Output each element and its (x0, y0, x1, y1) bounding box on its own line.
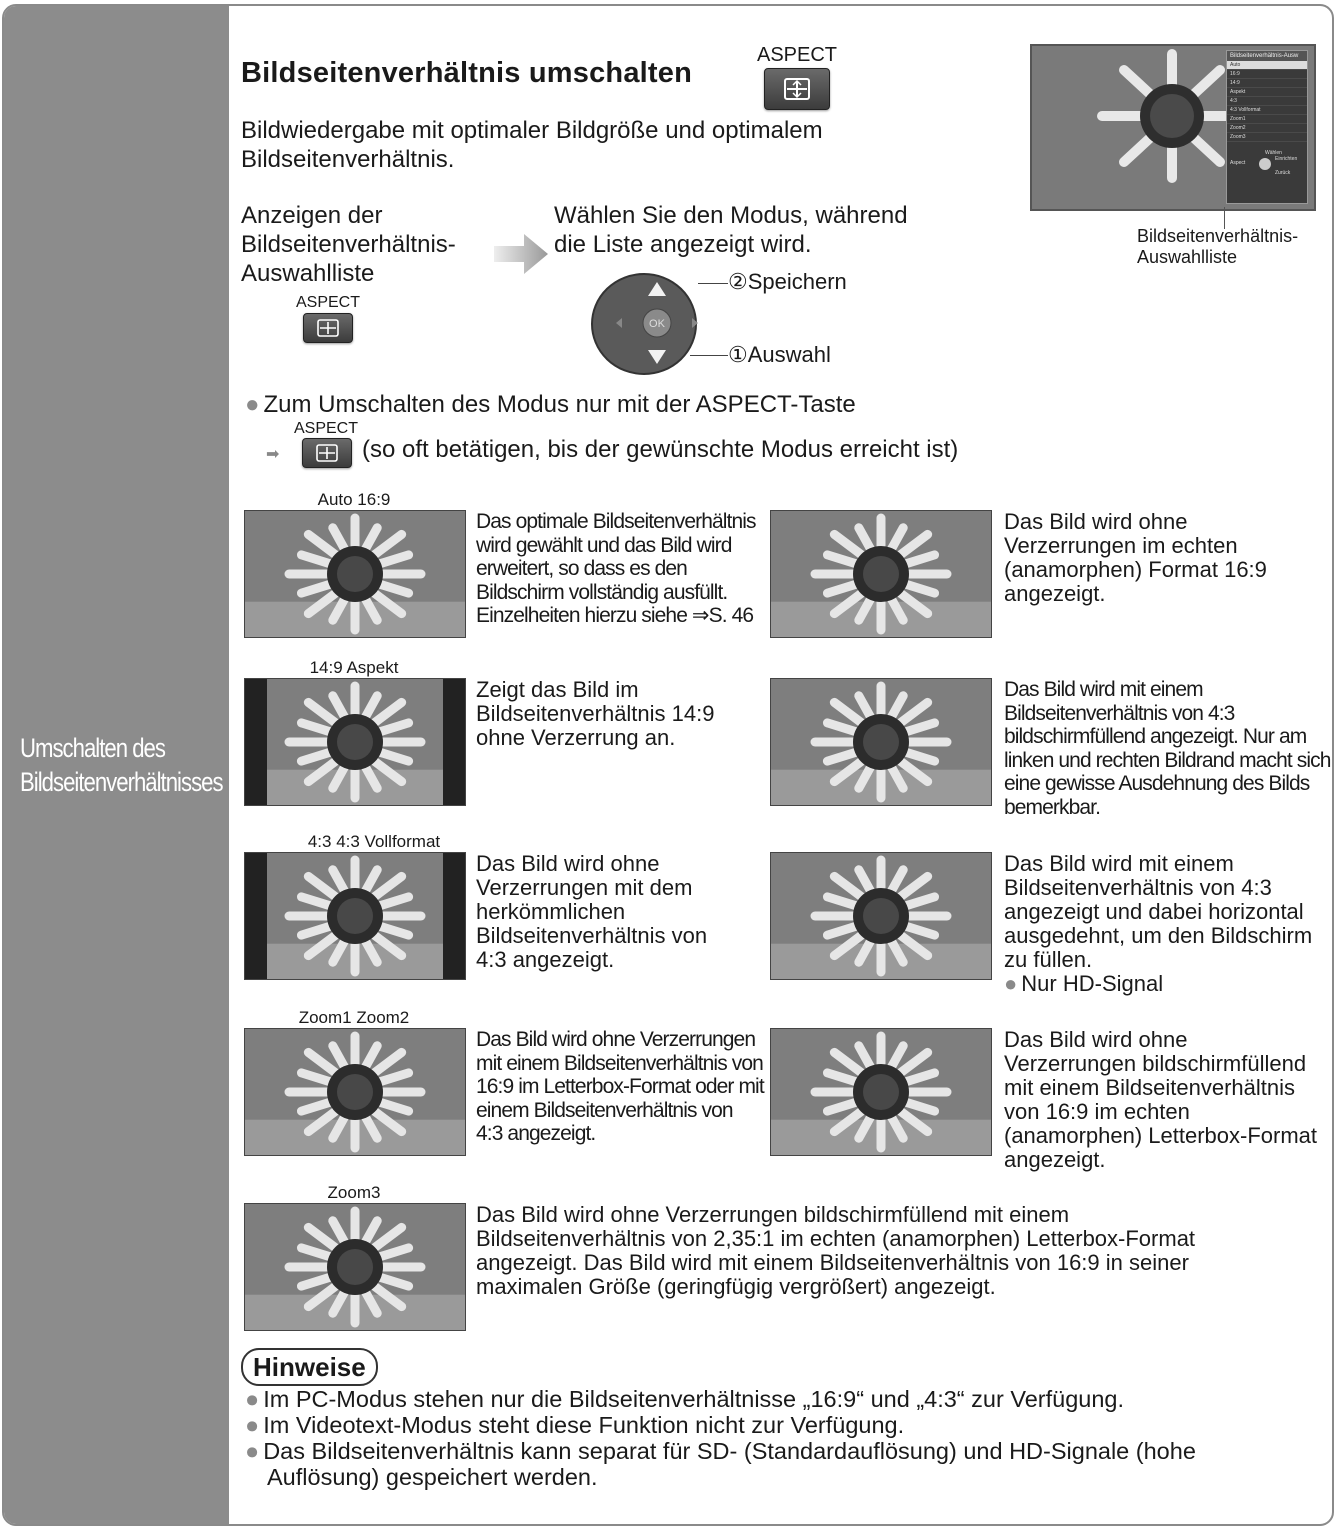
description-line: Einzelheiten hierzu siehe ⇒S. 46 (476, 604, 754, 627)
description-line: bemerkbar. (1004, 795, 1101, 819)
mode-label: Zoom3 (327, 1183, 381, 1202)
step2-line: Wählen Sie den Modus, während (554, 202, 908, 229)
mode-preview-image (244, 678, 466, 806)
menu-footer-left: Aspect (1230, 160, 1246, 166)
menu-item: 4:3 (1227, 97, 1307, 106)
mode-description (476, 510, 756, 628)
description-line: angezeigt. (1004, 581, 1106, 606)
menu-item: Auto (1227, 61, 1307, 70)
step1-line: Bildseitenverhältnis- (241, 231, 456, 258)
hd-signal-note: ● Nur HD-Signal (1004, 972, 1312, 996)
shortcut-aspect-button-icon (302, 438, 352, 468)
mode-preview-image (244, 1028, 466, 1156)
description-line: angezeigt. Das Bild wird mit einem Bildseitenverhältnis von 16:9 in seiner (476, 1250, 1189, 1275)
store-label: ②Speichern (728, 269, 847, 294)
tv-caption-line: Auswahlliste (1137, 247, 1238, 267)
menu-item: Aspekt (1227, 88, 1307, 97)
aspect-key-text: ● Zum Umschalten des Modus nur mit der ASPECT-Taste (245, 390, 856, 419)
menu-footer (1227, 142, 1307, 182)
step2-text (554, 201, 908, 259)
description-line: Bildseitenverhältnis 14:9 (476, 701, 715, 726)
shortcut-aspect-label: ASPECT (293, 420, 358, 437)
description-line: mit einem Bildseitenverhältnis von (476, 1051, 763, 1075)
notes-list (245, 1386, 1196, 1490)
description-line: (anamorphen) Letterbox-Format (1004, 1123, 1318, 1148)
mode-preview-image (770, 1028, 992, 1156)
mode-preview-image (244, 510, 466, 638)
arrow-right-icon (494, 232, 550, 281)
description-line: Verzerrungen mit dem (476, 875, 693, 900)
description-line: angezeigt und dabei horizontal (1004, 899, 1304, 924)
note-item: ● Im PC-Modus stehen nur die Bildseitenverhältnisse „16:9“ und „4:3“ zur Verfügung. (245, 1386, 1196, 1412)
description-line: Bildseitenverhältnis von (476, 923, 708, 948)
select-label: ①Auswahl (728, 342, 831, 367)
menu-item: 4:3 Vollformat (1227, 106, 1307, 115)
note-item: ● Das Bildseitenverhältnis kann separat für SD- (Standardauflösung) und HD-Signale (hohe (245, 1438, 1196, 1464)
description-line: Das Bild wird ohne (1004, 509, 1188, 534)
intro-line: Bildwiedergabe mit optimaler Bildgröße und optimalem (241, 117, 823, 144)
description-line: Bildseitenverhältnis von 4:3 (1004, 875, 1272, 900)
mode-description (1004, 678, 1331, 819)
remote-dpad-icon (578, 272, 710, 376)
description-line: eine gewisse Ausdehnung des Bilds (1004, 772, 1310, 795)
note-item: ● Im Videotext-Modus steht diese Funktion nicht zur Verfügung. (245, 1412, 1196, 1438)
mode-label: 4:3 4:3 Vollformat (307, 832, 441, 851)
description-line: Verzerrungen im echten (1004, 533, 1238, 558)
note-item-cont: Auflösung) gespeichert werden. (267, 1464, 598, 1490)
menu-item: Zoom2 (1227, 124, 1307, 133)
menu-item: 14:9 (1227, 79, 1307, 88)
description-line: Bildseitenverhältnis von 4:3 (1004, 701, 1235, 725)
mode-description (476, 1203, 1195, 1299)
mode-description (476, 1028, 764, 1146)
ok-label: OK (649, 318, 665, 330)
description-line: 4:3 angezeigt. (476, 947, 615, 972)
description-line: Das Bild wird ohne Verzerrungen (476, 1028, 756, 1051)
leader-line (698, 283, 728, 284)
aspect-menu (1226, 50, 1308, 204)
description-line: ausgedehnt, um den Bildschirm (1004, 923, 1313, 948)
notes-title: Hinweise (241, 1348, 378, 1386)
aspect-key-hint: (so oft betätigen, bis der gewünschte Modus erreicht ist) (362, 436, 959, 463)
description-line: 4:3 angezeigt. (476, 1122, 596, 1145)
mode-description (1004, 852, 1312, 996)
menu-item: 16:9 (1227, 70, 1307, 79)
description-line: ohne Verzerrung an. (476, 725, 676, 750)
menu-footer-store: Einrichten (1275, 156, 1298, 162)
mode-preview-image (770, 852, 992, 980)
menu-footer-back: Zurück (1275, 170, 1291, 176)
description-line: linken und rechten Bildrand macht sich (1004, 748, 1331, 772)
description-line: Das Bild wird ohne (476, 851, 660, 876)
intro-text (241, 116, 823, 174)
sidebar (4, 6, 229, 1524)
arrow-icon: ➡ (266, 446, 280, 463)
sidebar-title (20, 731, 223, 799)
leader-line (690, 355, 728, 356)
aspect-label: ASPECT (756, 44, 838, 66)
step1-line: Anzeigen der (241, 202, 383, 229)
tv-caption-line: Bildseitenverhältnis- (1137, 226, 1299, 246)
description-line: erweitert, so dass es den (476, 557, 687, 580)
step1-line: Auswahlliste (241, 260, 375, 287)
mode-label: Auto 16:9 (317, 490, 391, 509)
description-line: Das Bild wird ohne Verzerrungen bildschirmfüllend mit einem (476, 1202, 1070, 1227)
menu-heading: Bildseitenverhältnis-Ausw (1227, 51, 1307, 61)
mode-label: 14:9 Aspekt (309, 658, 399, 677)
description-line: maximalen Größe (geringfügig vergrößert) angezeigt. (476, 1274, 996, 1299)
mode-preview-image (244, 1203, 466, 1331)
tv-caption (1137, 226, 1298, 268)
description-line: einem Bildseitenverhältnis von (476, 1098, 733, 1122)
mode-label: Zoom1 Zoom2 (298, 1008, 410, 1027)
description-line: Das Bild wird ohne (1004, 1027, 1188, 1052)
menu-item: Zoom1 (1227, 115, 1307, 124)
menu-item: Zoom3 (1227, 133, 1307, 142)
sidebar-title-line: Bildseitenverhältnisses (20, 767, 223, 797)
description-line: herkömmlichen (476, 899, 626, 924)
step1-aspect-button-icon (303, 313, 353, 343)
menu-pad-icon (1259, 158, 1271, 170)
mode-description (476, 678, 714, 750)
step1-aspect-label: ASPECT (295, 294, 360, 311)
description-line: Das Bild wird mit einem (1004, 851, 1234, 876)
sidebar-title-line: Umschalten des (20, 733, 165, 763)
mode-description (476, 852, 707, 972)
page-title: Bildseitenverhältnis umschalten (241, 57, 692, 89)
description-line: von 16:9 im echten (1004, 1099, 1190, 1124)
description-line: wird gewählt und das Bild wird (476, 533, 732, 557)
description-line: Das Bild wird mit einem (1004, 678, 1203, 701)
description-line: (anamorphen) Format 16:9 (1004, 557, 1267, 582)
mode-preview-image (244, 852, 466, 980)
description-line: Bildschirm vollständig ausfüllt. (476, 580, 728, 604)
step1-text (241, 201, 456, 288)
step2-line: die Liste angezeigt wird. (554, 231, 812, 258)
menu-footer-select: Wählen (1265, 150, 1282, 156)
description-line: angezeigt. (1004, 1147, 1106, 1172)
mode-preview-image (770, 510, 992, 638)
intro-line: Bildseitenverhältnis. (241, 146, 455, 173)
description-line: mit einem Bildseitenverhältnis (1004, 1075, 1296, 1100)
description-line: Bildseitenverhältnis von 2,35:1 im echten (anamorphen) Letterbox-Format (476, 1226, 1196, 1251)
mode-description (1004, 1028, 1317, 1172)
description-line: Das optimale Bildseitenverhältnis (476, 510, 756, 533)
description-line: zu füllen. (1004, 947, 1093, 972)
tv-screenshot (1030, 44, 1316, 211)
description-line: Verzerrungen bildschirmfüllend (1004, 1051, 1307, 1076)
description-line: bildschirmfüllend angezeigt. Nur am (1004, 725, 1307, 748)
description-line: Zeigt das Bild im (476, 677, 639, 702)
description-line: 16:9 im Letterbox-Format oder mit (476, 1075, 764, 1098)
mode-description (1004, 510, 1267, 606)
mode-preview-image (770, 678, 992, 806)
aspect-button-icon (764, 68, 830, 110)
